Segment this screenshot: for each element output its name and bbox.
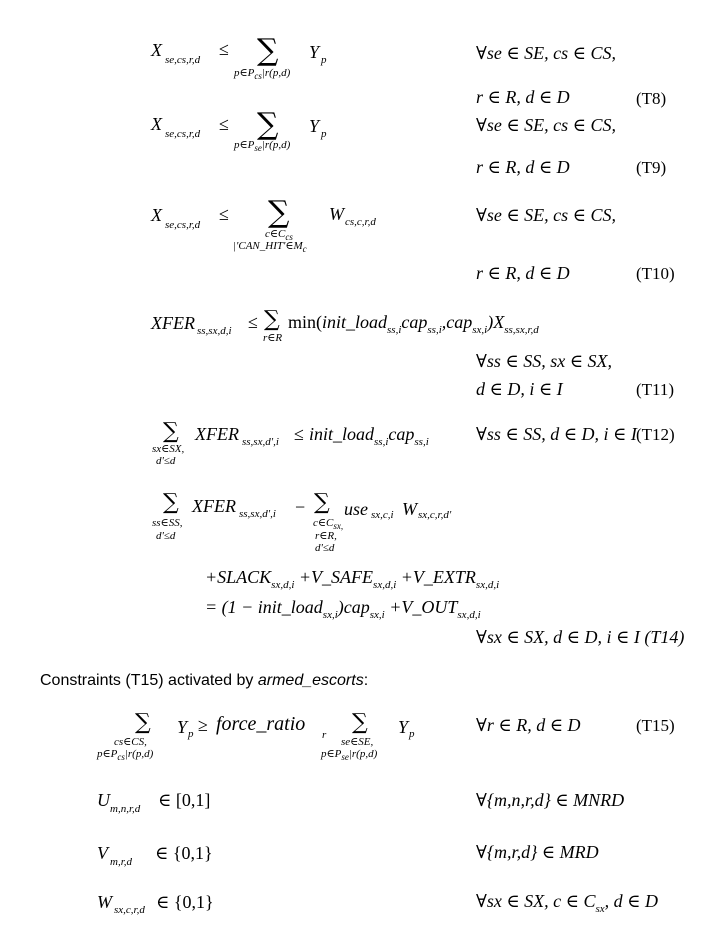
t11-expression: $\min(init\_load_{ss,i}cap_{ss,i},cap_{sx,i})X_{ss,sx,r,d}$ bbox=[288, 312, 539, 336]
t8-sum-under: $p\in P_{cs}|r(p,d)$ bbox=[234, 67, 291, 81]
t8-label: (T8) bbox=[636, 89, 667, 108]
t15-intro: Constraints (T15) activated by armed_escorts: bbox=[40, 672, 369, 689]
t10-rel: ≤ bbox=[219, 204, 229, 224]
t14-minus: − bbox=[295, 497, 306, 517]
t14-quant: ∀sx ∈ SX, d ∈ D, i ∈ I (T14) bbox=[476, 627, 685, 647]
t14-line2: $+SLACK_{sx,d,i}$ $+V\_SAFE_{sx,d,i}$ $+V\_EXTR_{sx,d,i}$ bbox=[205, 567, 500, 591]
t9-term-sub: p bbox=[321, 128, 327, 140]
domain-u-set: ∈ [0,1] bbox=[158, 790, 211, 810]
domain-v-var: V bbox=[97, 843, 108, 863]
t9-lhs-sub: se,cs,r,d bbox=[165, 128, 201, 140]
t10-sum-under-2: $|'CAN\_HIT'\in M_c$ bbox=[233, 240, 307, 254]
t15-sum1-symbol: ∑ bbox=[135, 710, 151, 735]
t12-term: XFER bbox=[195, 424, 239, 444]
t11-lhs-sub: ss,sx,d,i bbox=[197, 325, 232, 337]
t11-lhs: XFER bbox=[151, 313, 195, 333]
t14-term1: XFER bbox=[192, 496, 236, 516]
domain-w-var-sub: sx,c,r,d bbox=[114, 904, 145, 916]
t10-sum-under-1: $c\in C_{cs}$ bbox=[265, 228, 293, 242]
t15-term2-sub: p bbox=[409, 728, 415, 740]
t10-label: (T10) bbox=[636, 264, 675, 283]
t10-term-sub: cs,c,r,d bbox=[345, 216, 376, 228]
t12-rhs: init_load$_{ss,i}$cap$_{ss,i}$ bbox=[309, 424, 429, 448]
t12-label: (T12) bbox=[636, 425, 675, 444]
t15-term1-sub: p bbox=[188, 728, 194, 740]
t9-label: (T9) bbox=[636, 158, 667, 177]
t14-sum1-under-1: ss∈SS, bbox=[152, 517, 183, 529]
t12-term-sub: ss,sx,d',i bbox=[242, 436, 279, 448]
t14-sum2-under-2: r∈R, bbox=[315, 530, 337, 542]
t10-lhs-sub: se,cs,r,d bbox=[165, 219, 201, 231]
t11-quant-2: d ∈ D, i ∈ I bbox=[476, 379, 563, 399]
t14-sum2-under-1: $c\in C_{sx,}$ bbox=[313, 517, 344, 531]
t15-sum1-under-2: $p\in P_{cs}|r(p,d)$ bbox=[97, 748, 154, 762]
t10-lhs: X bbox=[151, 205, 162, 225]
t15-sum2-symbol: ∑ bbox=[352, 710, 368, 735]
t11-sum-under: r∈R bbox=[263, 332, 283, 344]
t14-sum1-under-2: d'≤d bbox=[156, 530, 176, 542]
t8-quant-2: r ∈ R, d ∈ D bbox=[476, 87, 570, 107]
t10-term: W bbox=[329, 204, 344, 224]
t11-quant-1: ∀ss ∈ SS, sx ∈ SX, bbox=[476, 351, 613, 371]
t9-sum-under: $p\in P_{se}|r(p,d)$ bbox=[234, 139, 291, 153]
domain-v-set: ∈ {0,1} bbox=[155, 843, 213, 863]
domain-v-quant: ∀{m,r,d} ∈ MRD bbox=[476, 842, 599, 862]
t9-quant-1: ∀se ∈ SE, cs ∈ CS, bbox=[476, 115, 617, 135]
t14-line3: = (1 − init_load$_{sx,i}$)cap$_{sx,i}$ $+V\_OUT_{sx,d,i}$ bbox=[205, 597, 481, 621]
t15-term2: Y bbox=[398, 717, 409, 737]
t14-sum2-under-3: d'≤d bbox=[315, 542, 335, 554]
t8-lhs-sub: se,cs,r,d bbox=[165, 54, 201, 66]
t8-quant-1: ∀se ∈ SE, cs ∈ CS, bbox=[476, 43, 617, 63]
t14-term2-sub: sx,c,i bbox=[371, 509, 394, 521]
domain-u-var: U bbox=[97, 790, 110, 810]
domain-u-var-sub: m,n,r,d bbox=[110, 803, 141, 815]
t15-sum1-under-1: cs∈CS, bbox=[114, 736, 147, 748]
t14-sum1-symbol: ∑ bbox=[163, 490, 179, 515]
domain-v-var-sub: m,r,d bbox=[110, 856, 133, 868]
t12-rel: ≤ bbox=[294, 424, 304, 444]
t15-ratio-sub: r bbox=[322, 729, 327, 741]
t14-term2: use bbox=[344, 499, 368, 519]
t15-term1: Y bbox=[177, 717, 188, 737]
t14-sum2-symbol: ∑ bbox=[314, 490, 330, 515]
domain-u-quant: ∀{m,n,r,d} ∈ MNRD bbox=[476, 790, 625, 810]
t11-sum-symbol: ∑ bbox=[264, 307, 280, 332]
t12-sum-under-1: sx∈SX, bbox=[152, 443, 185, 455]
t15-rel: ≥ bbox=[198, 715, 208, 735]
t10-quant-1: ∀se ∈ SE, cs ∈ CS, bbox=[476, 205, 617, 225]
t9-term: Y bbox=[309, 116, 320, 136]
t12-sum-under-2: d'≤d bbox=[156, 455, 176, 467]
t12-quant: ∀ss ∈ SS, d ∈ D, i ∈ I bbox=[476, 424, 637, 444]
domain-w-set: ∈ {0,1} bbox=[156, 892, 214, 912]
t14-term3-sub: sx,c,r,d' bbox=[418, 509, 452, 521]
t15-sum2-under-2: $p\in P_{se}|r(p,d)$ bbox=[321, 748, 378, 762]
t9-sum-symbol: ∑ bbox=[257, 107, 279, 142]
t15-quant: ∀r ∈ R, d ∈ D bbox=[476, 715, 581, 735]
domain-w-var: W bbox=[97, 892, 112, 912]
t8-term: Y bbox=[309, 42, 320, 62]
t9-lhs: X bbox=[151, 114, 162, 134]
t14-term1-sub: ss,sx,d',i bbox=[239, 508, 276, 520]
t15-sum2-under-1: se∈SE, bbox=[341, 736, 374, 748]
t8-rel: ≤ bbox=[219, 39, 229, 59]
t11-rel: ≤ bbox=[248, 312, 258, 332]
t8-sum-symbol: ∑ bbox=[257, 33, 279, 68]
t8-term-sub: p bbox=[321, 54, 327, 66]
t15-label: (T15) bbox=[636, 716, 675, 735]
t9-rel: ≤ bbox=[219, 114, 229, 134]
t15-ratio: force_ratio bbox=[216, 713, 306, 735]
t14-term3: W bbox=[402, 499, 417, 519]
t10-quant-2: r ∈ R, d ∈ D bbox=[476, 263, 570, 283]
t9-quant-2: r ∈ R, d ∈ D bbox=[476, 157, 570, 177]
t10-sum-symbol: ∑ bbox=[268, 195, 290, 230]
t8-lhs: X bbox=[151, 40, 162, 60]
t12-sum-symbol: ∑ bbox=[163, 419, 179, 444]
domain-w-quant: ∀sx ∈ SX, c ∈ $C_{sx}$, d ∈ D bbox=[476, 891, 658, 915]
t11-label: (T11) bbox=[636, 380, 675, 399]
